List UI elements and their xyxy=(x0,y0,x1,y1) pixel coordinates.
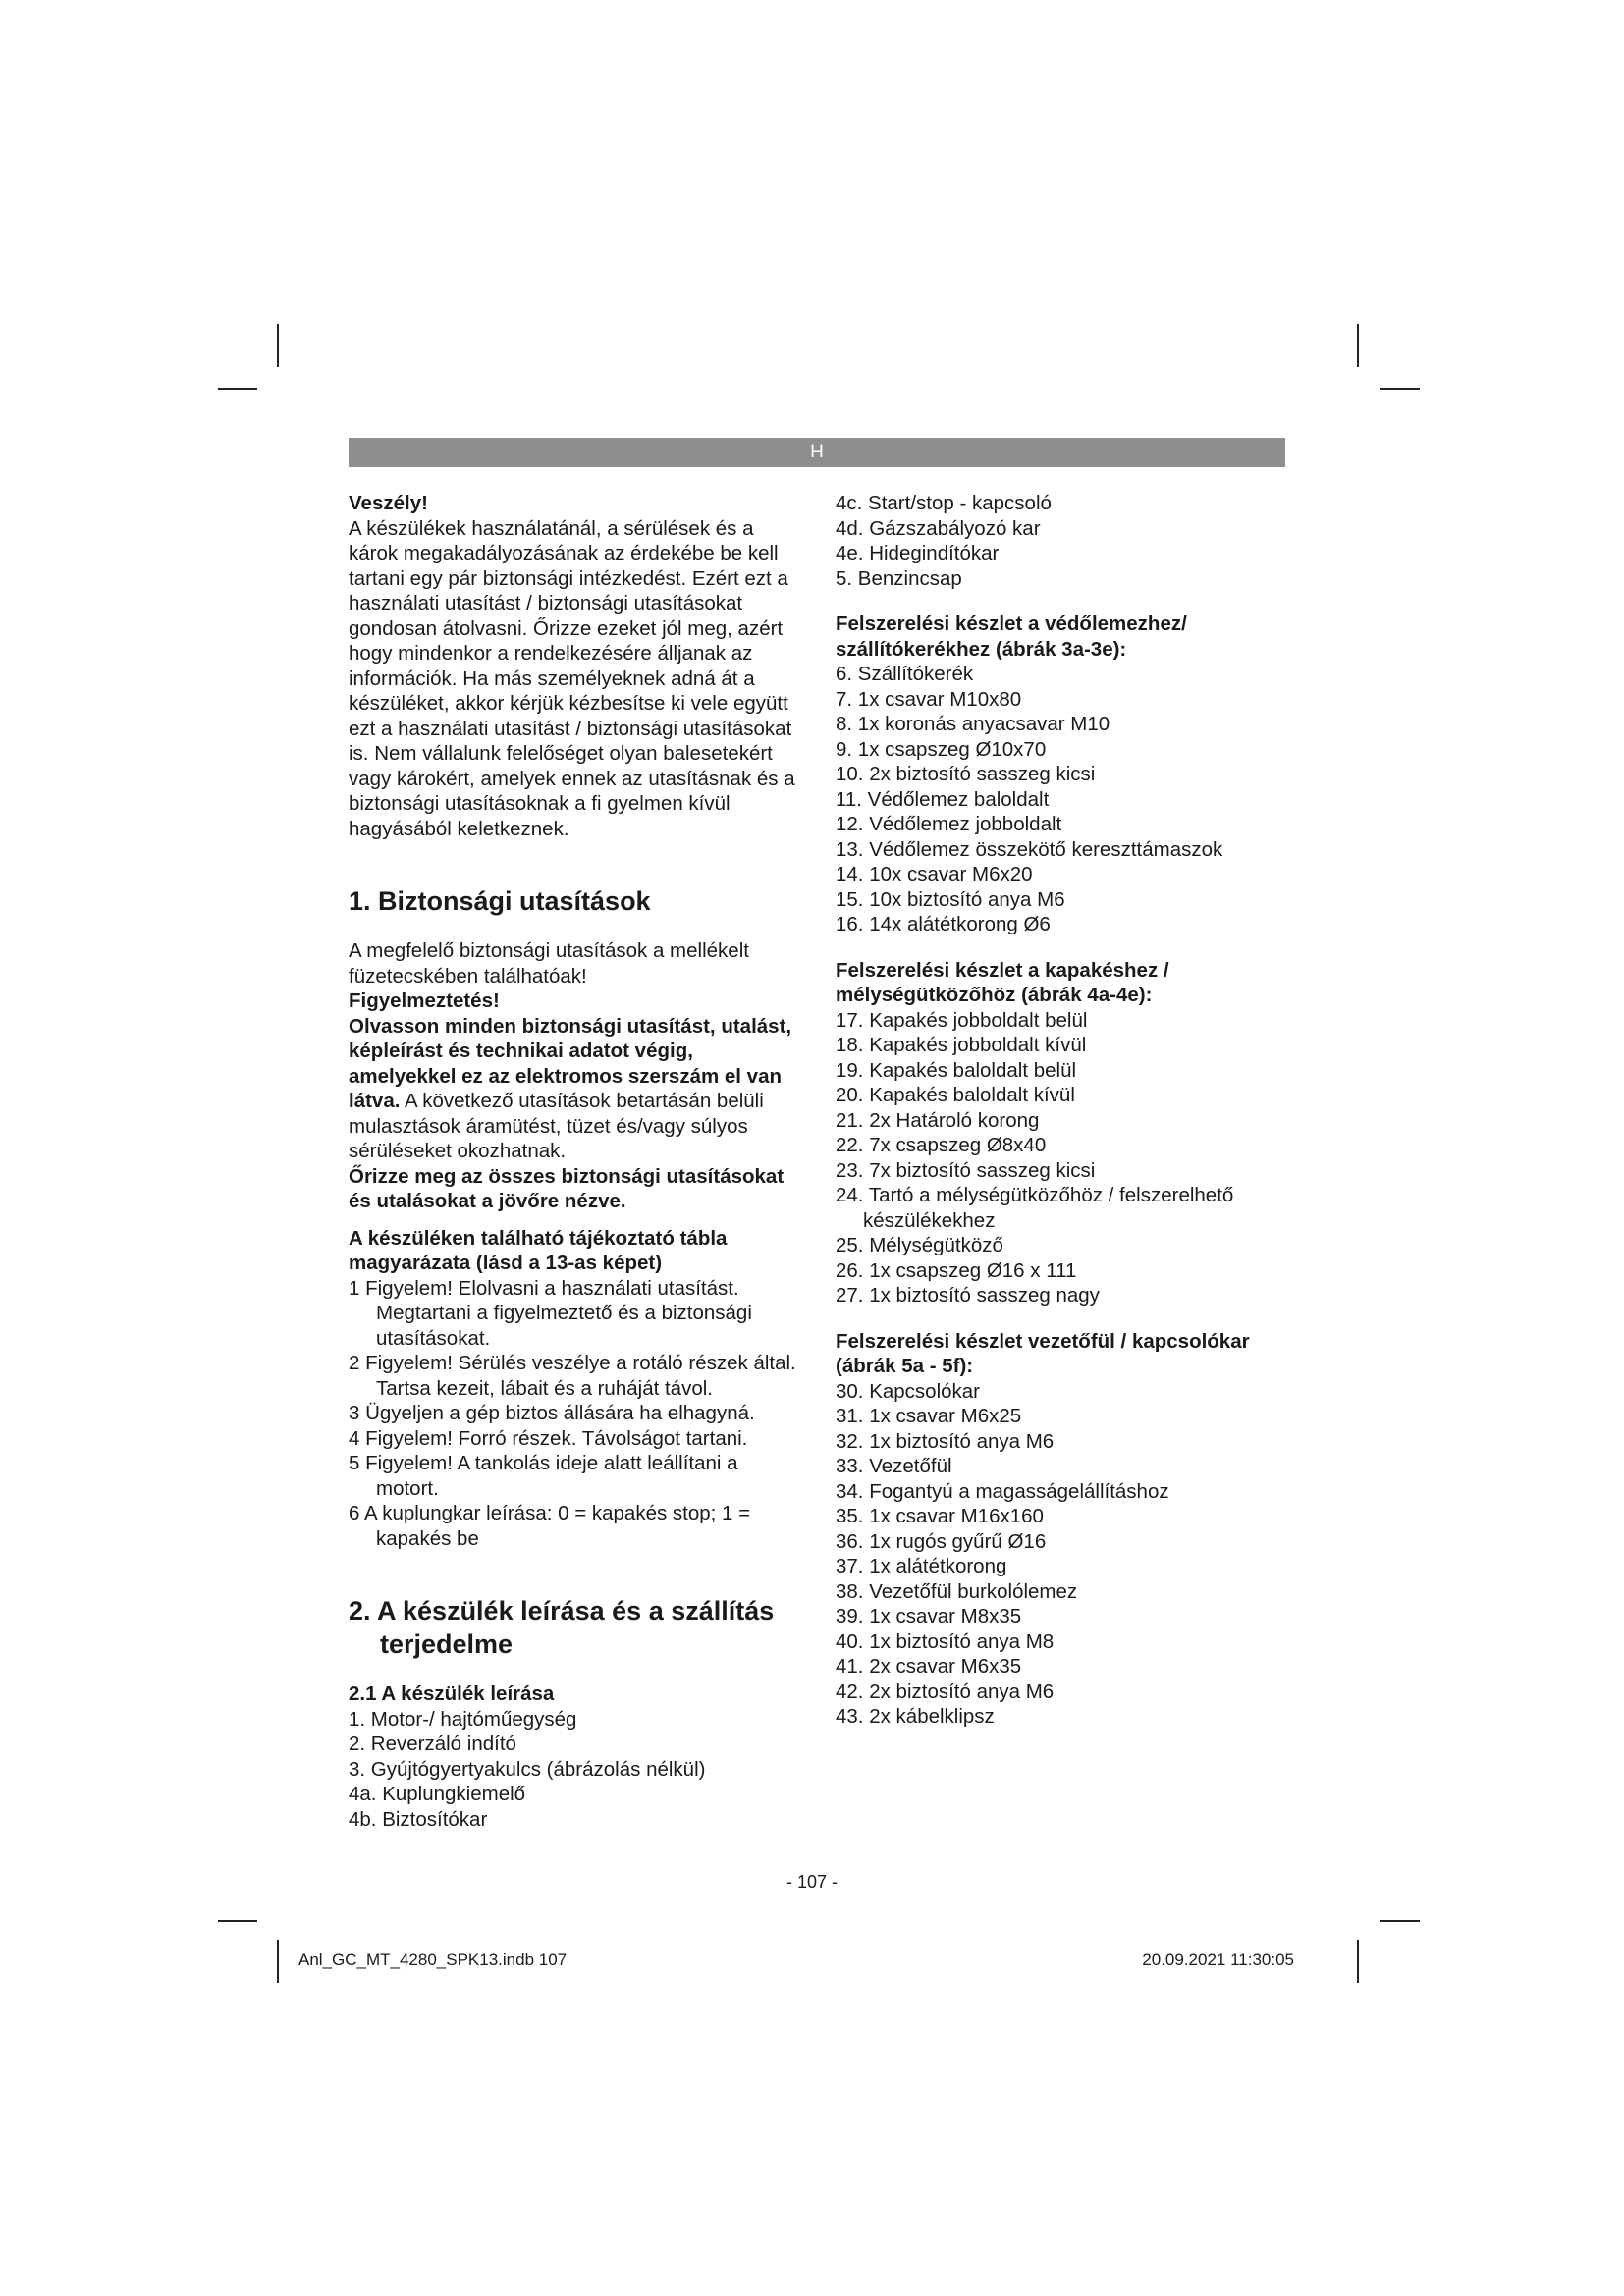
right-column xyxy=(836,491,1292,1730)
description-item: 4c. Start/stop - kapcsoló xyxy=(836,492,1052,514)
crop-mark-bottom-left-v xyxy=(277,1940,279,1983)
kit-1-item: 8. 1x koronás anyacsavar M10 xyxy=(836,713,1110,735)
kit-3-item: 33. Vezetőfül xyxy=(836,1455,952,1477)
kit-3-title: Felszerelési készlet vezetőfül / kapcsolókar (ábrák 5a - 5f): xyxy=(836,1329,1250,1377)
kit-3-item: 40. 1x biztosító anya M8 xyxy=(836,1629,1055,1653)
kit-3-item: 37. 1x alátétkorong xyxy=(836,1555,1007,1577)
section-1-intro: A megfelelő biztonsági utasítások a mellékelt füzetecskében találhatóak! xyxy=(349,939,749,988)
language-header-bar xyxy=(349,438,1285,467)
page-number: - 107 - xyxy=(785,1872,839,1892)
kit-2-item: 25. Mélységütköző xyxy=(836,1234,1003,1256)
danger-text: A készülékek használatánál, a sérülések és a károk megakadályozásának az érdekébe be kell tartani egy pár biztonsági intézkedést. Ezért ezt a használati utasítást / biztonsági utasításokat gondosan átolvasni. Őrizze ezeket jól meg, azért hogy mindenkor a rendelkezésére álljanak az információk. Ha más személyeknek adná át a készüléket, akkor kérjük kézbesítse ki vele együtt ezt a használati utasítást / biztonsági utasításokat is. Nem vállalunk felelőséget olyan balesetekért vagy károkért, amelyek ennek az utasításnak és a biztonsági utasításoknak a fi gyelmen kívül hagyásából keletkeznek. xyxy=(349,516,795,840)
kit-3-item: 34. Fogantyú a magasságelállításhoz xyxy=(836,1479,1169,1503)
section-2-title: 2. A készülék leírása és a szállítás terjedelme xyxy=(349,1596,775,1659)
kit-3-item: 31. 1x csavar M6x25 xyxy=(836,1405,1022,1427)
crop-mark-bottom-right-v xyxy=(1357,1940,1359,1983)
kit-3-item: 42. 2x biztosító anya M6 xyxy=(836,1680,1055,1703)
kit-1-item: 16. 14x alátétkorong Ø6 xyxy=(836,913,1051,935)
kit-2-item: 24. Tartó a mélységütközőhöz / felszerelhető készülékekhez xyxy=(836,1184,1234,1232)
section-2-1-title: 2.1 A készülék leírása xyxy=(349,1682,555,1705)
footer-file-name: Anl_GC_MT_4280_SPK13.indb 107 xyxy=(298,1950,568,1969)
label-item: 2 Figyelem! Sérülés veszélye a rotáló részek által. Tartsa kezeit, lábait és a ruháját távol. xyxy=(349,1352,796,1400)
kit-3-item: 41. 2x csavar M6x35 xyxy=(836,1655,1022,1678)
description-item: 1. Motor-/ hajtóműegység xyxy=(349,1707,577,1731)
kit-1-item: 9. 1x csapszeg Ø10x70 xyxy=(836,737,1047,761)
kit-1-title: Felszerelési készlet a védőlemezhez/ szállítókerékhez (ábrák 3a-3e): xyxy=(836,613,1187,661)
kit-2-item: 21. 2x Határoló korong xyxy=(836,1108,1040,1132)
crop-mark-top-left-h xyxy=(218,388,257,390)
description-item: 4b. Biztosítókar xyxy=(349,1807,488,1831)
crop-mark-bottom-left-h xyxy=(218,1920,257,1922)
kit-3-item: 36. 1x rugós gyűrű Ø16 xyxy=(836,1529,1047,1553)
label-item: 5 Figyelem! A tankolás ideje alatt leállítani a motort. xyxy=(349,1452,738,1500)
kit-1-item: 7. 1x csavar M10x80 xyxy=(836,687,1022,711)
kit-1-item: 15. 10x biztosító anya M6 xyxy=(836,887,1065,911)
kit-2-item: 22. 7x csapszeg Ø8x40 xyxy=(836,1134,1047,1156)
kit-2-item: 18. Kapakés jobboldalt kívül xyxy=(836,1034,1087,1056)
kit-1-item: 10. 2x biztosító sasszeg kicsi xyxy=(836,763,1096,785)
crop-mark-top-left-v xyxy=(277,324,279,367)
kit-1-item: 6. Szállítókerék xyxy=(836,663,974,685)
description-item: 2. Reverzáló indító xyxy=(349,1733,516,1755)
kit-1-item: 14. 10x csavar M6x20 xyxy=(836,863,1033,885)
label-item: 4 Figyelem! Forró részek. Távolságot tartani. xyxy=(349,1426,748,1450)
kit-3-item: 32. 1x biztosító anya M6 xyxy=(836,1429,1055,1453)
kit-2-item: 26. 1x csapszeg Ø16 x 111 xyxy=(836,1258,1077,1282)
kit-2-item: 17. Kapakés jobboldalt belül xyxy=(836,1008,1088,1032)
label-item: 3 Ügyeljen a gép biztos állására ha elhagyná. xyxy=(349,1402,755,1424)
kit-1-item: 12. Védőlemez jobboldalt xyxy=(836,813,1062,835)
description-item: 4e. Hidegindítókar xyxy=(836,542,1000,564)
kit-1-item: 13. Védőlemez összekötő kereszttámaszok xyxy=(836,837,1223,861)
description-item: 3. Gyújtógyertyakulcs (ábrázolás nélkül) xyxy=(349,1757,706,1781)
warning-bold-text: Olvasson minden biztonsági utasítást, utalást, képleírást és technikai adatot végig, amelyekkel ez az elektromos szerszám el van látva. xyxy=(349,1014,792,1112)
kit-2-item: 23. 7x biztosító sasszeg kicsi xyxy=(836,1158,1096,1182)
kit-2-item: 20. Kapakés baloldalt kívül xyxy=(836,1084,1075,1106)
kit-3-item: 35. 1x csavar M16x160 xyxy=(836,1505,1044,1527)
crop-mark-top-right-h xyxy=(1380,388,1420,390)
warning-paragraph xyxy=(349,1014,802,1164)
description-item: 4d. Gázszabályozó kar xyxy=(836,516,1041,540)
danger-title: Veszély! xyxy=(349,492,428,514)
label-explanation-title: A készüléken található tájékoztató tábla magyarázata (lásd a 13-as képet) xyxy=(349,1226,728,1274)
description-item: 5. Benzincsap xyxy=(836,566,962,590)
kit-2-item: 27. 1x biztosító sasszeg nagy xyxy=(836,1284,1100,1307)
label-item: 1 Figyelem! Elolvasni a használati utasítást. Megtartani a figyelmeztető és a biztonsági utasításokat. xyxy=(349,1276,752,1350)
left-column xyxy=(349,491,802,1832)
kit-3-item: 39. 1x csavar M8x35 xyxy=(836,1605,1022,1628)
footer-timestamp: 20.09.2021 11:30:05 xyxy=(1142,1950,1294,1969)
keep-notice: Őrizze meg az összes biztonsági utasításokat és utalásokat a jövőre nézve. xyxy=(349,1164,785,1212)
kit-3-item: 38. Vezetőfül burkolólemez xyxy=(836,1579,1078,1603)
kit-2-title: Felszerelési készlet a kapakéshez / mélységütközőhöz (ábrák 4a-4e): xyxy=(836,958,1169,1006)
kit-2-item: 19. Kapakés baloldalt belül xyxy=(836,1058,1077,1082)
description-item: 4a. Kuplungkiemelő xyxy=(349,1783,526,1805)
warning-normal-text: A következő utasítások betartásán belüli mulasztások áramütést, tüzet és/vagy súlyos sérüléseket okozhatnak. xyxy=(349,1090,764,1162)
kit-1-item: 11. Védőlemez baloldalt xyxy=(836,787,1050,811)
crop-mark-bottom-right-h xyxy=(1380,1920,1420,1922)
label-item: 6 A kuplungkar leírása: 0 = kapakés stop; 1 = kapakés be xyxy=(349,1502,751,1550)
section-1-title: 1. Biztonsági utasítások xyxy=(349,886,651,916)
crop-mark-top-right-v xyxy=(1357,324,1359,367)
kit-3-item: 30. Kapcsolókar xyxy=(836,1379,981,1403)
language-code: H xyxy=(810,442,824,462)
kit-3-item: 43. 2x kábelklipsz xyxy=(836,1705,995,1728)
warning-label: Figyelmeztetés! xyxy=(349,989,500,1012)
